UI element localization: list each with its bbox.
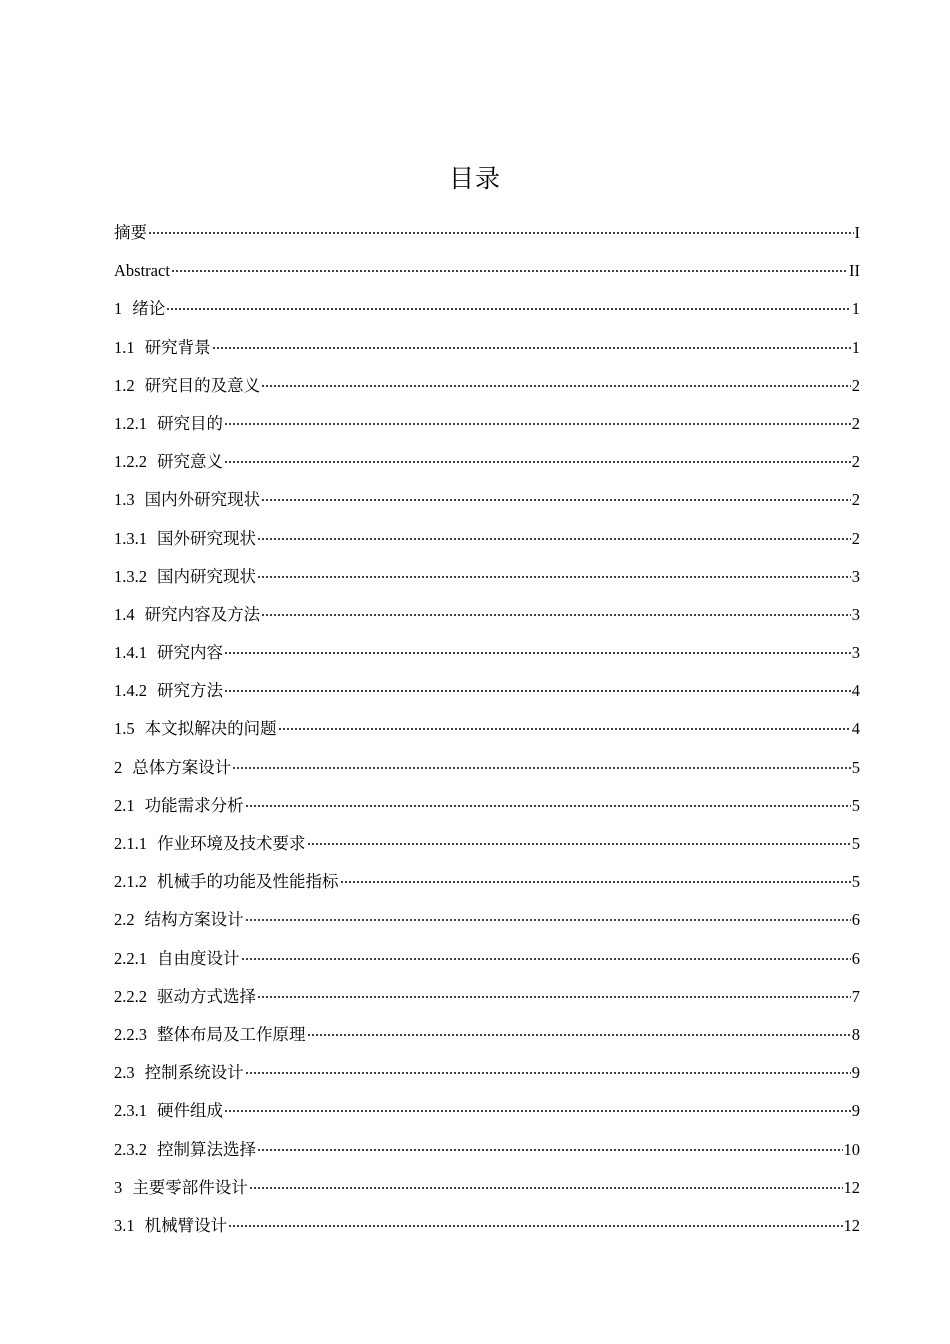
toc-entry-page-number: 5	[851, 757, 860, 777]
toc-entry[interactable]	[114, 634, 860, 672]
toc-dot-leader	[340, 881, 851, 883]
toc-entry-number: 2.2.1	[114, 948, 147, 968]
toc-entry-title: Abstract	[114, 261, 170, 281]
toc-entry[interactable]	[114, 1131, 860, 1169]
toc-dot-leader	[249, 1187, 843, 1189]
toc-entry-page-number: 6	[851, 948, 860, 968]
toc-dot-leader	[278, 728, 851, 730]
toc-entry-number: 2.1.1	[114, 834, 147, 853]
toc-entry-number: 1.2.1	[114, 413, 147, 433]
toc-entry-page-number: 9	[851, 1101, 860, 1121]
toc-entry-number: 2.3.2	[114, 1139, 147, 1159]
toc-entry[interactable]	[114, 901, 860, 939]
toc-entry-number: 1.4.2	[114, 681, 147, 701]
toc-entry-page-number: 5	[851, 795, 860, 815]
toc-entry-number: 2.3	[114, 1063, 135, 1083]
toc-entry-page-number: 6	[851, 910, 860, 930]
toc-entry[interactable]	[114, 405, 860, 443]
toc-dot-leader	[224, 652, 851, 654]
toc-entry-title: 硬件组成	[157, 1101, 223, 1121]
toc-entry-page-number: 2	[851, 528, 860, 548]
toc-entry-page-number: 12	[843, 1215, 860, 1235]
toc-entry-number: 1.3.1	[114, 528, 147, 548]
toc-entry-number: 2.1	[114, 795, 135, 815]
toc-entry[interactable]	[114, 863, 860, 901]
toc-entry-page-number: 4	[851, 681, 860, 701]
toc-entry-number: 2.2.2	[114, 986, 147, 1006]
toc-entry-page-number: 3	[851, 643, 860, 663]
toc-dot-leader	[245, 1072, 851, 1074]
toc-dot-leader	[261, 614, 851, 616]
toc-entry-page-number: 9	[851, 1063, 860, 1083]
toc-entry-title: 本文拟解决的问题	[144, 719, 277, 739]
toc-entry-title: 研究背景	[144, 337, 211, 357]
toc-entry-title: 结构方案设计	[144, 910, 244, 930]
toc-entry-title: 绪论	[132, 299, 166, 319]
toc-entry[interactable]	[114, 978, 860, 1016]
toc-dot-leader	[224, 690, 851, 692]
toc-entry[interactable]	[114, 329, 860, 367]
toc-entry[interactable]	[114, 520, 860, 558]
toc-dot-leader	[228, 1225, 842, 1227]
toc-dot-leader	[171, 270, 848, 272]
toc-entry-title: 摘要	[114, 223, 147, 242]
toc-entry-page-number: 8	[851, 1024, 860, 1044]
toc-entry-number: 1	[114, 299, 123, 319]
toc-entry-page-number: I	[854, 223, 860, 242]
toc-entry-title: 国外研究现状	[157, 528, 256, 548]
toc-entry[interactable]	[114, 252, 860, 290]
toc-entry-title: 研究目的及意义	[144, 375, 261, 395]
toc-dot-leader	[261, 499, 851, 501]
toc-entry[interactable]	[114, 290, 860, 328]
toc-entry-page-number: 12	[843, 1177, 860, 1197]
toc-entry-number: 1.4.1	[114, 643, 147, 663]
toc-entry[interactable]	[114, 1054, 860, 1092]
toc-entry-page-number: 3	[851, 604, 860, 624]
toc-entry[interactable]	[114, 1207, 860, 1245]
toc-entry-page-number: 1	[851, 337, 860, 357]
toc-entry-title: 国内外研究现状	[144, 490, 261, 510]
toc-list	[114, 214, 860, 1245]
toc-entry-page-number: 2	[851, 490, 860, 510]
toc-entry-page-number: 5	[851, 834, 860, 853]
toc-entry-number: 2	[114, 757, 123, 777]
toc-entry-number: 3	[114, 1177, 123, 1197]
toc-dot-leader	[224, 1110, 851, 1112]
toc-dot-leader	[148, 232, 854, 234]
toc-entry-title: 研究内容	[157, 643, 223, 663]
toc-entry[interactable]	[114, 1092, 860, 1130]
toc-entry-title: 研究意义	[157, 452, 223, 472]
toc-entry-number: 1.1	[114, 337, 135, 357]
toc-entry-number: 3.1	[114, 1215, 135, 1235]
toc-dot-leader	[212, 347, 851, 349]
toc-entry[interactable]	[114, 367, 860, 405]
toc-entry-title: 总体方案设计	[132, 757, 232, 777]
toc-entry[interactable]	[114, 749, 860, 787]
toc-dot-leader	[257, 538, 851, 540]
toc-entry-number: 2.2.3	[114, 1024, 147, 1044]
toc-entry[interactable]	[114, 940, 860, 978]
toc-dot-leader	[307, 1034, 851, 1036]
toc-entry[interactable]	[114, 214, 860, 252]
toc-entry-title: 自由度设计	[157, 948, 240, 968]
toc-dot-leader	[245, 919, 851, 921]
toc-entry-title: 功能需求分析	[144, 795, 244, 815]
toc-dot-leader	[224, 461, 851, 463]
toc-dot-leader	[307, 843, 851, 845]
toc-entry-title: 机械臂设计	[144, 1215, 228, 1235]
toc-dot-leader	[245, 805, 851, 807]
toc-entry-title: 控制算法选择	[157, 1139, 256, 1159]
toc-dot-leader	[241, 958, 851, 960]
toc-entry[interactable]	[114, 558, 860, 596]
toc-entry[interactable]	[114, 672, 860, 710]
toc-entry[interactable]	[114, 1169, 860, 1207]
toc-entry[interactable]	[114, 1016, 860, 1054]
toc-entry-number: 1.2.2	[114, 452, 147, 472]
toc-entry[interactable]	[114, 443, 860, 481]
toc-entry[interactable]	[114, 787, 860, 825]
toc-entry-number: 1.3	[114, 490, 135, 510]
toc-dot-leader	[257, 1149, 843, 1151]
toc-entry-title: 主要零部件设计	[132, 1177, 248, 1197]
toc-entry-title: 驱动方式选择	[157, 986, 256, 1006]
toc-entry-number: 1.5	[114, 719, 135, 739]
toc-entry-page-number: 1	[851, 299, 860, 319]
toc-dot-leader	[232, 767, 851, 769]
toc-dot-leader	[261, 385, 851, 387]
toc-entry-title: 研究内容及方法	[144, 604, 261, 624]
toc-entry-number: 2.3.1	[114, 1101, 147, 1121]
toc-entry-title: 整体布局及工作原理	[157, 1024, 306, 1044]
toc-entry-page-number: 2	[851, 413, 860, 433]
toc-entry-page-number: 3	[851, 566, 860, 586]
toc-entry-title: 控制系统设计	[144, 1063, 244, 1083]
toc-entry[interactable]	[114, 825, 860, 863]
toc-entry-page-number: 2	[851, 375, 860, 395]
toc-title: 目录	[448, 164, 501, 193]
toc-entry[interactable]	[114, 596, 860, 634]
toc-entry-title: 研究方法	[157, 681, 223, 701]
toc-entry-title: 国内研究现状	[157, 566, 256, 586]
toc-entry-page-number: 7	[851, 986, 860, 1006]
toc-entry-page-number: 4	[851, 719, 860, 739]
toc-entry-page-number: II	[849, 261, 860, 281]
toc-entry-number: 1.3.2	[114, 566, 147, 586]
toc-dot-leader	[257, 576, 851, 578]
toc-entry-page-number: 2	[851, 452, 860, 472]
toc-entry-number: 1.2	[114, 375, 135, 395]
toc-entry-title: 机械手的功能及性能指标	[157, 872, 339, 892]
toc-dot-leader	[166, 308, 851, 310]
toc-entry-number: 2.2	[114, 910, 135, 930]
toc-entry[interactable]	[114, 710, 860, 748]
toc-entry-number: 1.4	[114, 604, 135, 624]
toc-entry-page-number: 10	[843, 1139, 860, 1159]
toc-entry-title: 研究目的	[157, 413, 223, 433]
toc-dot-leader	[257, 996, 851, 998]
toc-dot-leader	[224, 423, 851, 425]
toc-entry-title: 作业环境及技术要求	[157, 834, 306, 853]
toc-entry-page-number: 5	[851, 872, 860, 892]
toc-entry[interactable]	[114, 481, 860, 519]
toc-entry-number: 2.1.2	[114, 872, 147, 892]
